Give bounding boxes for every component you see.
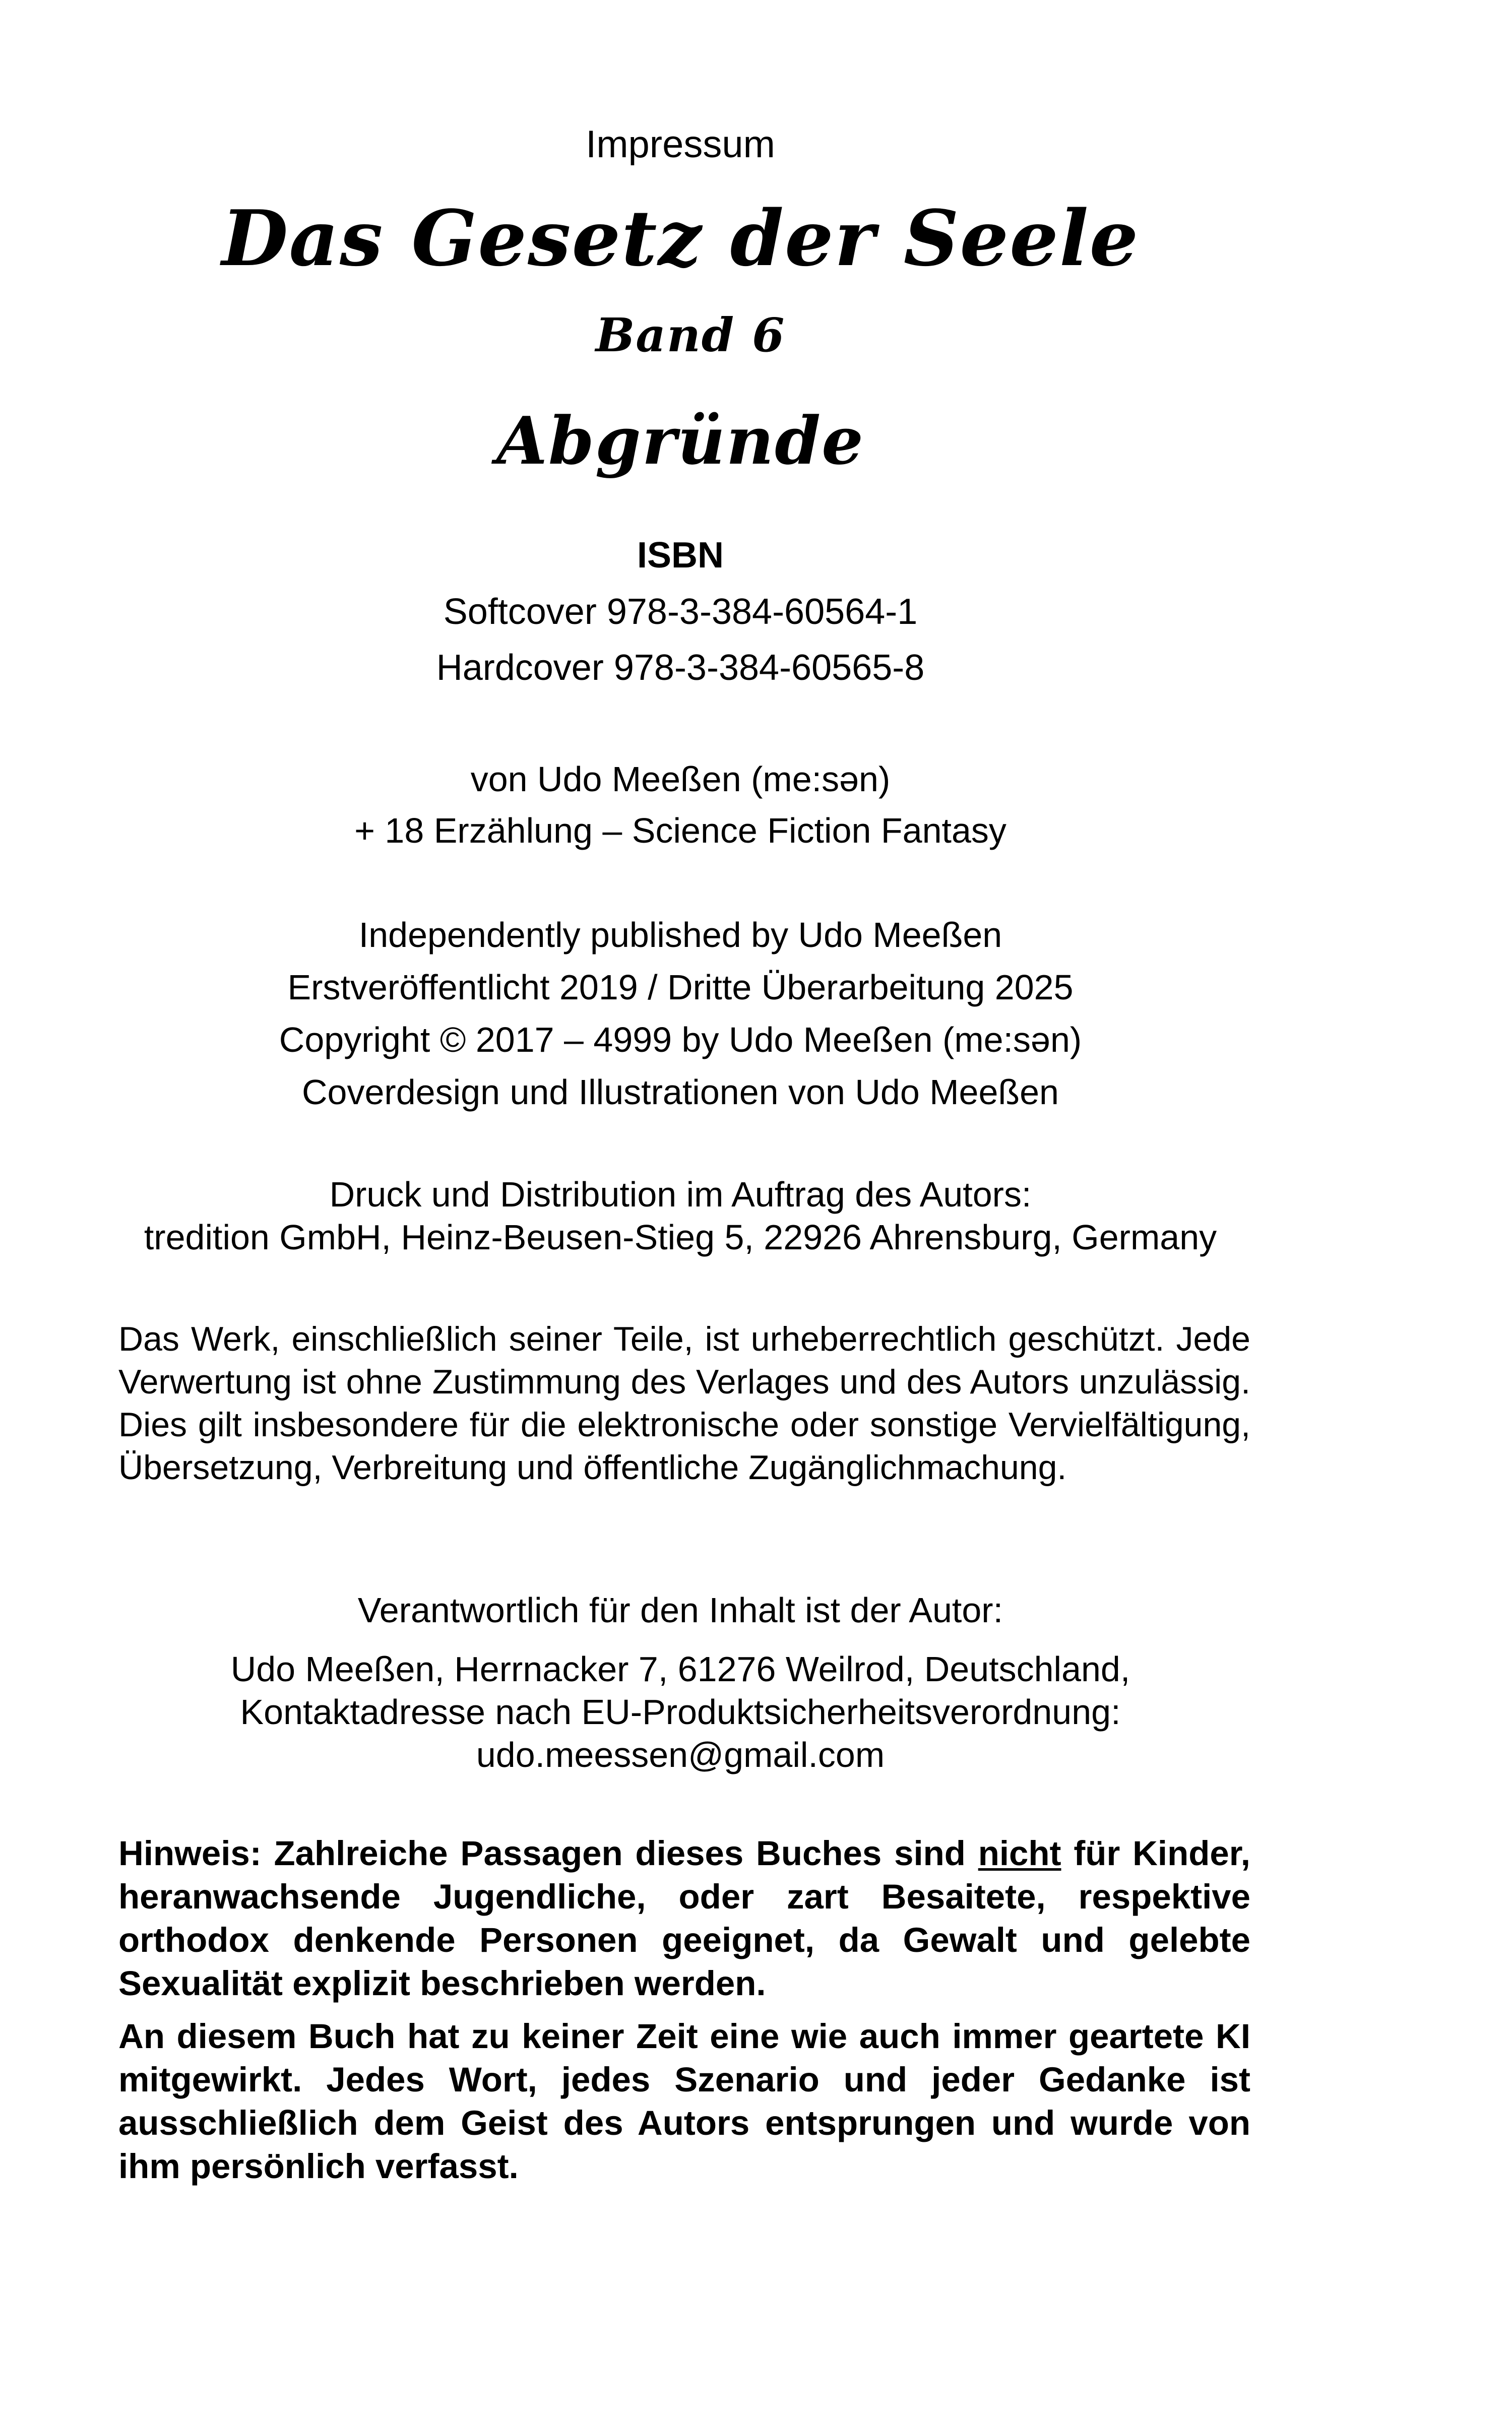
- isbn-heading: ISBN: [637, 535, 724, 576]
- author-address: Udo Meeßen, Herrnacker 7, 61276 Weilrod, Deutschland,: [230, 1649, 1130, 1689]
- content-warning-paragraph: [118, 1832, 1250, 2005]
- distribution-address: tredition GmbH, Heinz-Beusen-Stieg 5, 22926 Ahrensburg, Germany: [144, 1218, 1217, 1257]
- author-email: udo.meessen@gmail.com: [476, 1735, 885, 1774]
- impressum-label: Impressum: [586, 123, 775, 166]
- edition-line: Erstveröffentlicht 2019 / Dritte Überarbeitung 2025: [287, 968, 1074, 1007]
- book-title: Das Gesetz der Seele: [221, 193, 1140, 283]
- genre-line: + 18 Erzählung – Science Fiction Fantasy: [354, 811, 1006, 850]
- volume-label: Band 6: [595, 308, 786, 362]
- book-subtitle: Abgründe: [496, 402, 864, 479]
- isbn-softcover: Softcover 978-3-384-60564-1: [443, 592, 918, 632]
- cover-credit-line: Coverdesign und Illustrationen von Udo Meeßen: [302, 1072, 1059, 1112]
- responsible-heading: Verantwortlich für den Inhalt ist der Autor:: [357, 1591, 1003, 1630]
- contact-note: Kontaktadresse nach EU-Produktsicherheitsverordnung:: [240, 1692, 1121, 1732]
- distribution-heading: Druck und Distribution im Auftrag des Autors:: [329, 1175, 1032, 1214]
- author-byline: von Udo Meeßen (me:sən): [470, 759, 891, 799]
- rights-paragraph: Das Werk, einschließlich seiner Teile, ist urheberrechtlich geschützt. Jede Verwertung ist ohne Zustimmung des Verlages und des Autors unzulässig. Dies gilt insbesondere für die elektronische oder sonstige Vervielfältigung, Übersetzung, Verbreitung und öffentliche Zugänglichmachung.: [118, 1320, 1250, 1487]
- warning-text-end: für Kinder, heranwachsende Jugendliche, oder zart Besaitete, respektive orthodox denkende Personen geeignet, da Gewalt und gelebte Sexualität explizit beschrieben werden.: [118, 1834, 1250, 2003]
- publisher-line: Independently published by Udo Meeßen: [358, 915, 1002, 955]
- warning-emphasis: nicht: [978, 1834, 1061, 1873]
- isbn-hardcover: Hardcover 978-3-384-60565-8: [436, 648, 925, 688]
- copyright-line: Copyright © 2017 – 4999 by Udo Meeßen (me:sən): [279, 1020, 1082, 1059]
- ai-statement-paragraph: An diesem Buch hat zu keiner Zeit eine wie auch immer geartete KI mitgewirkt. Jedes Wort, jedes Szenario und jeder Gedanke ist ausschließlich dem Geist des Autors entsprungen und wurde von ihm persönlich verfasst.: [118, 2017, 1250, 2186]
- warning-text-start: Hinweis: Zahlreiche Passagen dieses Buches sind: [118, 1834, 978, 1873]
